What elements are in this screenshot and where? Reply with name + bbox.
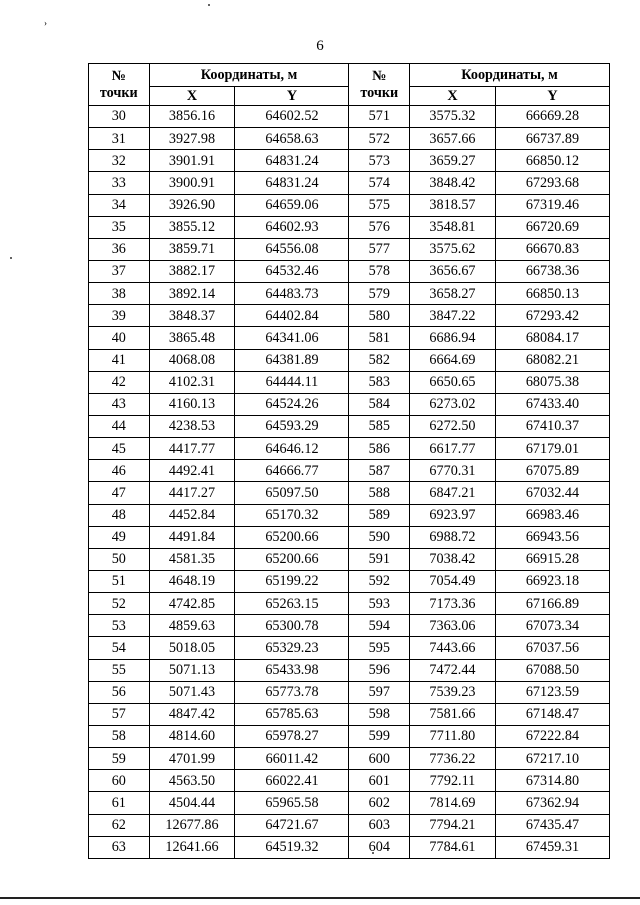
point-number-left-cell: 54 [89, 637, 150, 659]
y-right-cell: 68084.17 [495, 327, 609, 349]
point-number-header-left: № точки [89, 64, 150, 106]
x-right-cell: 7784.61 [410, 836, 496, 858]
point-number-left-cell: 34 [89, 194, 150, 216]
point-number-right-cell: 597 [349, 681, 410, 703]
table-row [89, 106, 610, 128]
y-left-cell: 64666.77 [235, 460, 349, 482]
point-number-right-cell: 573 [349, 150, 410, 172]
y-right-cell: 67362.94 [495, 792, 609, 814]
x-right-cell: 7711.80 [410, 725, 496, 747]
point-number-right-cell: 591 [349, 548, 410, 570]
x-right-cell: 3848.42 [410, 172, 496, 194]
point-number-left-cell: 56 [89, 681, 150, 703]
point-number-left-cell: 58 [89, 725, 150, 747]
point-number-right-cell: 576 [349, 216, 410, 238]
table-row [89, 703, 610, 725]
table-row [89, 128, 610, 150]
point-number-right-cell: 586 [349, 438, 410, 460]
point-number-right-cell: 583 [349, 371, 410, 393]
y-right-cell: 67032.44 [495, 482, 609, 504]
y-left-cell: 64381.89 [235, 349, 349, 371]
y-left-cell: 65097.50 [235, 482, 349, 504]
y-right-cell: 67123.59 [495, 681, 609, 703]
point-number-right-cell: 579 [349, 283, 410, 305]
point-number-right-cell: 592 [349, 570, 410, 592]
coordinates-table [88, 63, 610, 859]
point-number-right-cell: 598 [349, 703, 410, 725]
y-left-cell: 66011.42 [235, 748, 349, 770]
x-right-cell: 6847.21 [410, 482, 496, 504]
y-right-cell: 67166.89 [495, 593, 609, 615]
x-right-cell: 3656.67 [410, 260, 496, 282]
x-left-cell: 4417.27 [149, 482, 235, 504]
y-right-cell: 66669.28 [495, 106, 609, 128]
table-row [89, 283, 610, 305]
y-left-cell: 64646.12 [235, 438, 349, 460]
x-right-cell: 6650.65 [410, 371, 496, 393]
point-number-left-cell: 52 [89, 593, 150, 615]
y-right-cell: 67319.46 [495, 194, 609, 216]
y-right-cell: 67073.34 [495, 615, 609, 637]
point-number-right-cell: 584 [349, 393, 410, 415]
y-right-cell: 66738.36 [495, 260, 609, 282]
point-number-left-cell: 38 [89, 283, 150, 305]
point-number-right-cell: 585 [349, 415, 410, 437]
point-number-right-cell: 600 [349, 748, 410, 770]
y-left-cell: 64659.06 [235, 194, 349, 216]
x-right-cell: 6686.94 [410, 327, 496, 349]
y-right-cell: 66923.18 [495, 570, 609, 592]
y-left-cell: 64593.29 [235, 415, 349, 437]
point-number-right-cell: 578 [349, 260, 410, 282]
coordinates-header-left: Координаты, м [149, 64, 349, 87]
x-left-cell: 4417.77 [149, 438, 235, 460]
y-right-cell: 66737.89 [495, 128, 609, 150]
table-body [89, 106, 610, 859]
y-right-cell: 66670.83 [495, 238, 609, 260]
table-row [89, 371, 610, 393]
x-left-cell: 4847.42 [149, 703, 235, 725]
x-left-cell: 4452.84 [149, 504, 235, 526]
y-left-cell: 65170.32 [235, 504, 349, 526]
y-left-cell: 65329.23 [235, 637, 349, 659]
table-row [89, 725, 610, 747]
point-number-left-cell: 31 [89, 128, 150, 150]
table-row [89, 770, 610, 792]
y-right-cell: 66850.13 [495, 283, 609, 305]
point-number-right-cell: 601 [349, 770, 410, 792]
y-right-cell: 67179.01 [495, 438, 609, 460]
point-number-left-cell: 36 [89, 238, 150, 260]
y-right-cell: 67148.47 [495, 703, 609, 725]
y-left-cell: 64602.52 [235, 106, 349, 128]
point-number-right-cell: 587 [349, 460, 410, 482]
x-right-cell: 7792.11 [410, 770, 496, 792]
y-left-cell: 64831.24 [235, 150, 349, 172]
point-number-right-cell: 603 [349, 814, 410, 836]
x-right-cell: 7581.66 [410, 703, 496, 725]
table-row [89, 216, 610, 238]
table-row [89, 504, 610, 526]
y-left-cell: 64341.06 [235, 327, 349, 349]
point-number-right-cell: 590 [349, 526, 410, 548]
x-right-cell: 6664.69 [410, 349, 496, 371]
x-right-cell: 7038.42 [410, 548, 496, 570]
y-right-cell: 67037.56 [495, 637, 609, 659]
table-row [89, 238, 610, 260]
table-row [89, 172, 610, 194]
point-number-right-cell: 599 [349, 725, 410, 747]
x-right-cell: 3659.27 [410, 150, 496, 172]
table-row [89, 792, 610, 814]
x-right-cell: 7173.36 [410, 593, 496, 615]
x-left-cell: 3892.14 [149, 283, 235, 305]
table-row [89, 748, 610, 770]
x-left-cell: 3927.98 [149, 128, 235, 150]
point-number-right-cell: 582 [349, 349, 410, 371]
point-number-header-right: № точки [349, 64, 410, 106]
table-row [89, 659, 610, 681]
point-number-left-cell: 37 [89, 260, 150, 282]
y-right-cell: 67075.89 [495, 460, 609, 482]
y-right-cell: 67433.40 [495, 393, 609, 415]
x-left-cell: 3926.90 [149, 194, 235, 216]
page-number: 6 [316, 38, 324, 54]
table-row [89, 460, 610, 482]
x-left-cell: 4504.44 [149, 792, 235, 814]
y-right-cell: 68082.21 [495, 349, 609, 371]
x-left-cell: 4492.41 [149, 460, 235, 482]
x-right-cell: 3658.27 [410, 283, 496, 305]
point-number-left-cell: 50 [89, 548, 150, 570]
y-left-cell: 65200.66 [235, 526, 349, 548]
point-number-right-cell: 593 [349, 593, 410, 615]
x-right-cell: 7794.21 [410, 814, 496, 836]
point-number-left-cell: 49 [89, 526, 150, 548]
y-left-cell: 64524.26 [235, 393, 349, 415]
point-number-left-cell: 48 [89, 504, 150, 526]
x-left-cell: 4701.99 [149, 748, 235, 770]
x-right-cell: 3657.66 [410, 128, 496, 150]
x-left-cell: 4068.08 [149, 349, 235, 371]
point-number-right-cell: 572 [349, 128, 410, 150]
y-left-cell: 66022.41 [235, 770, 349, 792]
point-number-right-cell: 574 [349, 172, 410, 194]
x-left-cell: 3882.17 [149, 260, 235, 282]
x-header-left: X [149, 87, 235, 106]
y-right-cell: 68075.38 [495, 371, 609, 393]
x-right-cell: 3847.22 [410, 305, 496, 327]
table-row [89, 260, 610, 282]
point-number-right-cell: 596 [349, 659, 410, 681]
x-right-cell: 7472.44 [410, 659, 496, 681]
y-header-right: Y [495, 87, 609, 106]
point-number-right-cell: 604 [349, 836, 410, 858]
table-row [89, 615, 610, 637]
point-number-right-cell: 602 [349, 792, 410, 814]
x-left-cell: 4581.35 [149, 548, 235, 570]
point-number-left-cell: 43 [89, 393, 150, 415]
x-right-cell: 7443.66 [410, 637, 496, 659]
y-left-cell: 64444.11 [235, 371, 349, 393]
point-number-left-cell: 59 [89, 748, 150, 770]
coordinates-header-right: Координаты, м [410, 64, 610, 87]
x-right-cell: 3575.62 [410, 238, 496, 260]
table-row [89, 327, 610, 349]
x-left-cell: 4491.84 [149, 526, 235, 548]
point-number-left-cell: 41 [89, 349, 150, 371]
x-right-cell: 3548.81 [410, 216, 496, 238]
x-left-cell: 5071.43 [149, 681, 235, 703]
point-number-left-cell: 44 [89, 415, 150, 437]
x-left-cell: 4814.60 [149, 725, 235, 747]
point-number-left-cell: 46 [89, 460, 150, 482]
point-number-left-cell: 51 [89, 570, 150, 592]
scan-speck [10, 257, 12, 259]
y-left-cell: 64556.08 [235, 238, 349, 260]
y-left-cell: 65433.98 [235, 659, 349, 681]
x-left-cell: 3848.37 [149, 305, 235, 327]
table-row [89, 637, 610, 659]
x-right-cell: 3575.32 [410, 106, 496, 128]
x-left-cell: 12677.86 [149, 814, 235, 836]
y-right-cell: 67293.42 [495, 305, 609, 327]
y-left-cell: 65263.15 [235, 593, 349, 615]
table-row [89, 393, 610, 415]
x-left-cell: 5018.05 [149, 637, 235, 659]
point-number-left-cell: 40 [89, 327, 150, 349]
y-left-cell: 65978.27 [235, 725, 349, 747]
table-row [89, 593, 610, 615]
x-right-cell: 7363.06 [410, 615, 496, 637]
table-row [89, 836, 610, 858]
x-right-cell: 6770.31 [410, 460, 496, 482]
x-left-cell: 3900.91 [149, 172, 235, 194]
table-row [89, 814, 610, 836]
x-left-cell: 3901.91 [149, 150, 235, 172]
point-number-left-cell: 33 [89, 172, 150, 194]
x-left-cell: 5071.13 [149, 659, 235, 681]
x-left-cell: 3865.48 [149, 327, 235, 349]
point-number-right-cell: 594 [349, 615, 410, 637]
table-row [89, 526, 610, 548]
x-left-cell: 3859.71 [149, 238, 235, 260]
x-right-cell: 7054.49 [410, 570, 496, 592]
scan-bottom-edge [0, 897, 640, 899]
y-right-cell: 67293.68 [495, 172, 609, 194]
point-number-left-cell: 30 [89, 106, 150, 128]
table-row [89, 305, 610, 327]
y-left-cell: 65965.58 [235, 792, 349, 814]
x-right-cell: 6988.72 [410, 526, 496, 548]
point-number-right-cell: 588 [349, 482, 410, 504]
point-number-right-cell: 581 [349, 327, 410, 349]
point-number-left-cell: 42 [89, 371, 150, 393]
point-number-left-cell: 60 [89, 770, 150, 792]
point-number-right-cell: 571 [349, 106, 410, 128]
x-left-cell: 3856.16 [149, 106, 235, 128]
x-left-cell: 4160.13 [149, 393, 235, 415]
y-right-cell: 67435.47 [495, 814, 609, 836]
x-right-cell: 7814.69 [410, 792, 496, 814]
point-number-right-cell: 580 [349, 305, 410, 327]
y-left-cell: 65300.78 [235, 615, 349, 637]
x-left-cell: 3855.12 [149, 216, 235, 238]
table-row [89, 438, 610, 460]
y-left-cell: 64519.32 [235, 836, 349, 858]
y-left-cell: 64483.73 [235, 283, 349, 305]
x-header-right: X [410, 87, 496, 106]
x-left-cell: 4102.31 [149, 371, 235, 393]
y-left-cell: 65200.66 [235, 548, 349, 570]
point-number-left-cell: 63 [89, 836, 150, 858]
y-right-cell: 66943.56 [495, 526, 609, 548]
x-right-cell: 6617.77 [410, 438, 496, 460]
x-left-cell: 4742.85 [149, 593, 235, 615]
point-number-left-cell: 45 [89, 438, 150, 460]
y-right-cell: 66720.69 [495, 216, 609, 238]
x-left-cell: 4563.50 [149, 770, 235, 792]
table-row [89, 482, 610, 504]
x-right-cell: 6272.50 [410, 415, 496, 437]
x-left-cell: 4859.63 [149, 615, 235, 637]
point-number-left-cell: 32 [89, 150, 150, 172]
point-number-left-cell: 62 [89, 814, 150, 836]
y-left-cell: 64402.84 [235, 305, 349, 327]
point-number-left-cell: 47 [89, 482, 150, 504]
table-row [89, 194, 610, 216]
x-left-cell: 4238.53 [149, 415, 235, 437]
table-row [89, 349, 610, 371]
y-header-left: Y [235, 87, 349, 106]
y-left-cell: 65199.22 [235, 570, 349, 592]
x-right-cell: 3818.57 [410, 194, 496, 216]
y-right-cell: 66983.46 [495, 504, 609, 526]
y-right-cell: 67222.84 [495, 725, 609, 747]
x-right-cell: 7539.23 [410, 681, 496, 703]
y-left-cell: 65785.63 [235, 703, 349, 725]
y-right-cell: 67088.50 [495, 659, 609, 681]
y-left-cell: 64658.63 [235, 128, 349, 150]
point-number-left-cell: 35 [89, 216, 150, 238]
table-row [89, 415, 610, 437]
y-left-cell: 64532.46 [235, 260, 349, 282]
point-number-left-cell: 55 [89, 659, 150, 681]
margin-mark: › [44, 18, 47, 28]
point-number-right-cell: 577 [349, 238, 410, 260]
point-number-right-cell: 595 [349, 637, 410, 659]
y-left-cell: 65773.78 [235, 681, 349, 703]
table-row [89, 570, 610, 592]
table-row [89, 681, 610, 703]
y-right-cell: 67314.80 [495, 770, 609, 792]
point-number-left-cell: 53 [89, 615, 150, 637]
y-left-cell: 64831.24 [235, 172, 349, 194]
point-number-left-cell: 39 [89, 305, 150, 327]
x-left-cell: 12641.66 [149, 836, 235, 858]
table-row [89, 150, 610, 172]
x-left-cell: 4648.19 [149, 570, 235, 592]
x-right-cell: 7736.22 [410, 748, 496, 770]
point-number-right-cell: 589 [349, 504, 410, 526]
point-number-right-cell: 575 [349, 194, 410, 216]
x-right-cell: 6923.97 [410, 504, 496, 526]
y-right-cell: 67410.37 [495, 415, 609, 437]
y-right-cell: 66915.28 [495, 548, 609, 570]
y-right-cell: 67459.31 [495, 836, 609, 858]
point-number-left-cell: 61 [89, 792, 150, 814]
scan-speck [208, 4, 210, 6]
y-right-cell: 67217.10 [495, 748, 609, 770]
y-left-cell: 64602.93 [235, 216, 349, 238]
y-left-cell: 64721.67 [235, 814, 349, 836]
y-right-cell: 66850.12 [495, 150, 609, 172]
point-number-left-cell: 57 [89, 703, 150, 725]
x-right-cell: 6273.02 [410, 393, 496, 415]
table-row [89, 548, 610, 570]
